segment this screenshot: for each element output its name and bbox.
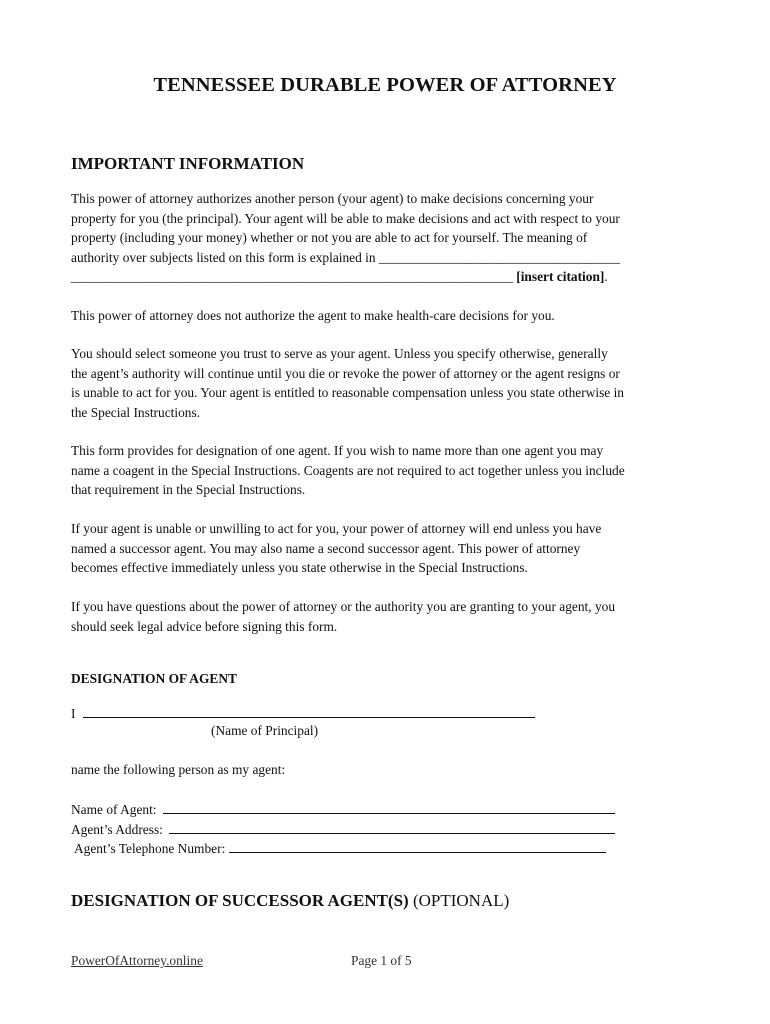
paragraph-line: authority over subjects listed on this form is explained in ____________________________________ [71, 249, 620, 265]
paragraph-no-health-care: This power of attorney does not authorize the agent to make health-care decisions for you. [71, 308, 555, 323]
agent-name-field[interactable] [163, 800, 615, 814]
paragraph-line: becomes effective immediately unless you state otherwise in the Special Instructions. [71, 560, 528, 575]
paragraph-line: This power of attorney authorizes another person (your agent) to make decisions concerning your [71, 191, 594, 206]
paragraph-line: is unable to act for you. Your agent is entitled to reasonable compensation unless you state otherwise in [71, 385, 624, 400]
insert-citation-label: [insert citation] [516, 269, 605, 284]
citation-blank: __________________________________________________________________ [71, 269, 513, 284]
paragraph-line: This form provides for designation of one agent. If you wish to name more than one agent you may [71, 443, 604, 458]
paragraph-successor [71, 519, 701, 578]
footer-site-link[interactable]: PowerOfAttorney.online [71, 953, 203, 968]
principal-caption: (Name of Principal) [211, 723, 319, 738]
agent-name-label: Name of Agent: [71, 802, 157, 817]
paragraph-coagent [71, 441, 701, 500]
agent-phone-field[interactable] [229, 839, 606, 853]
designation-of-agent-heading: DESIGNATION OF AGENT [71, 671, 237, 686]
paragraph-line: You should select someone you trust to serve as your agent. Unless you specify otherwise, generally [71, 346, 608, 361]
paragraph-authorization [71, 189, 701, 287]
principal-prefix: I [71, 706, 76, 721]
agent-name-row [71, 800, 615, 818]
footer-page-number: Page 1 of 5 [351, 953, 412, 968]
agent-phone-label: Agent’s Telephone Number: [74, 841, 226, 856]
paragraph-line: the agent’s authority will continue until you die or revoke the power of attorney or the agent resigns or [71, 365, 620, 381]
agent-address-field[interactable] [169, 820, 615, 834]
paragraph-line: name a coagent in the Special Instructions. Coagents are not required to act together unless you include [71, 462, 625, 478]
successor-agent-heading [71, 891, 509, 911]
paragraph-line: If you have questions about the power of attorney or the authority you are granting to your agent, you [71, 599, 616, 614]
agent-address-row [71, 820, 615, 838]
paragraph-select-agent [71, 344, 701, 422]
paragraph-line: that requirement in the Special Instructions. [71, 482, 306, 497]
principal-name-field[interactable] [83, 704, 535, 718]
principal-name-row [71, 704, 535, 722]
paragraph-legal-advice [71, 597, 701, 636]
period: . [604, 269, 608, 284]
successor-heading-bold: DESIGNATION OF SUCCESSOR AGENT(S) [71, 891, 409, 910]
agent-intro: name the following person as my agent: [71, 762, 286, 777]
successor-heading-optional: (OPTIONAL) [412, 891, 510, 910]
agent-address-label: Agent’s Address: [71, 822, 163, 837]
paragraph-line: named a successor agent. You may also name a second successor agent. This power of attorney [71, 540, 581, 556]
paragraph-line: If your agent is unable or unwilling to act for you, your power of attorney will end unless you have [71, 521, 602, 536]
paragraph-line: the Special Instructions. [71, 404, 201, 420]
paragraph-line [71, 267, 701, 287]
paragraph-line: property (including your money) whether or not you are able to act for yourself. The meaning of [71, 230, 588, 245]
paragraph-line: property for you (the principal). Your agent will be able to make decisions and act with respect to your [71, 210, 620, 226]
important-information-heading: IMPORTANT INFORMATION [71, 154, 305, 173]
document-title: TENNESSEE DURABLE POWER OF ATTORNEY [153, 74, 617, 96]
agent-phone-row [74, 839, 606, 857]
paragraph-line: should seek legal advice before signing this form. [71, 618, 338, 634]
